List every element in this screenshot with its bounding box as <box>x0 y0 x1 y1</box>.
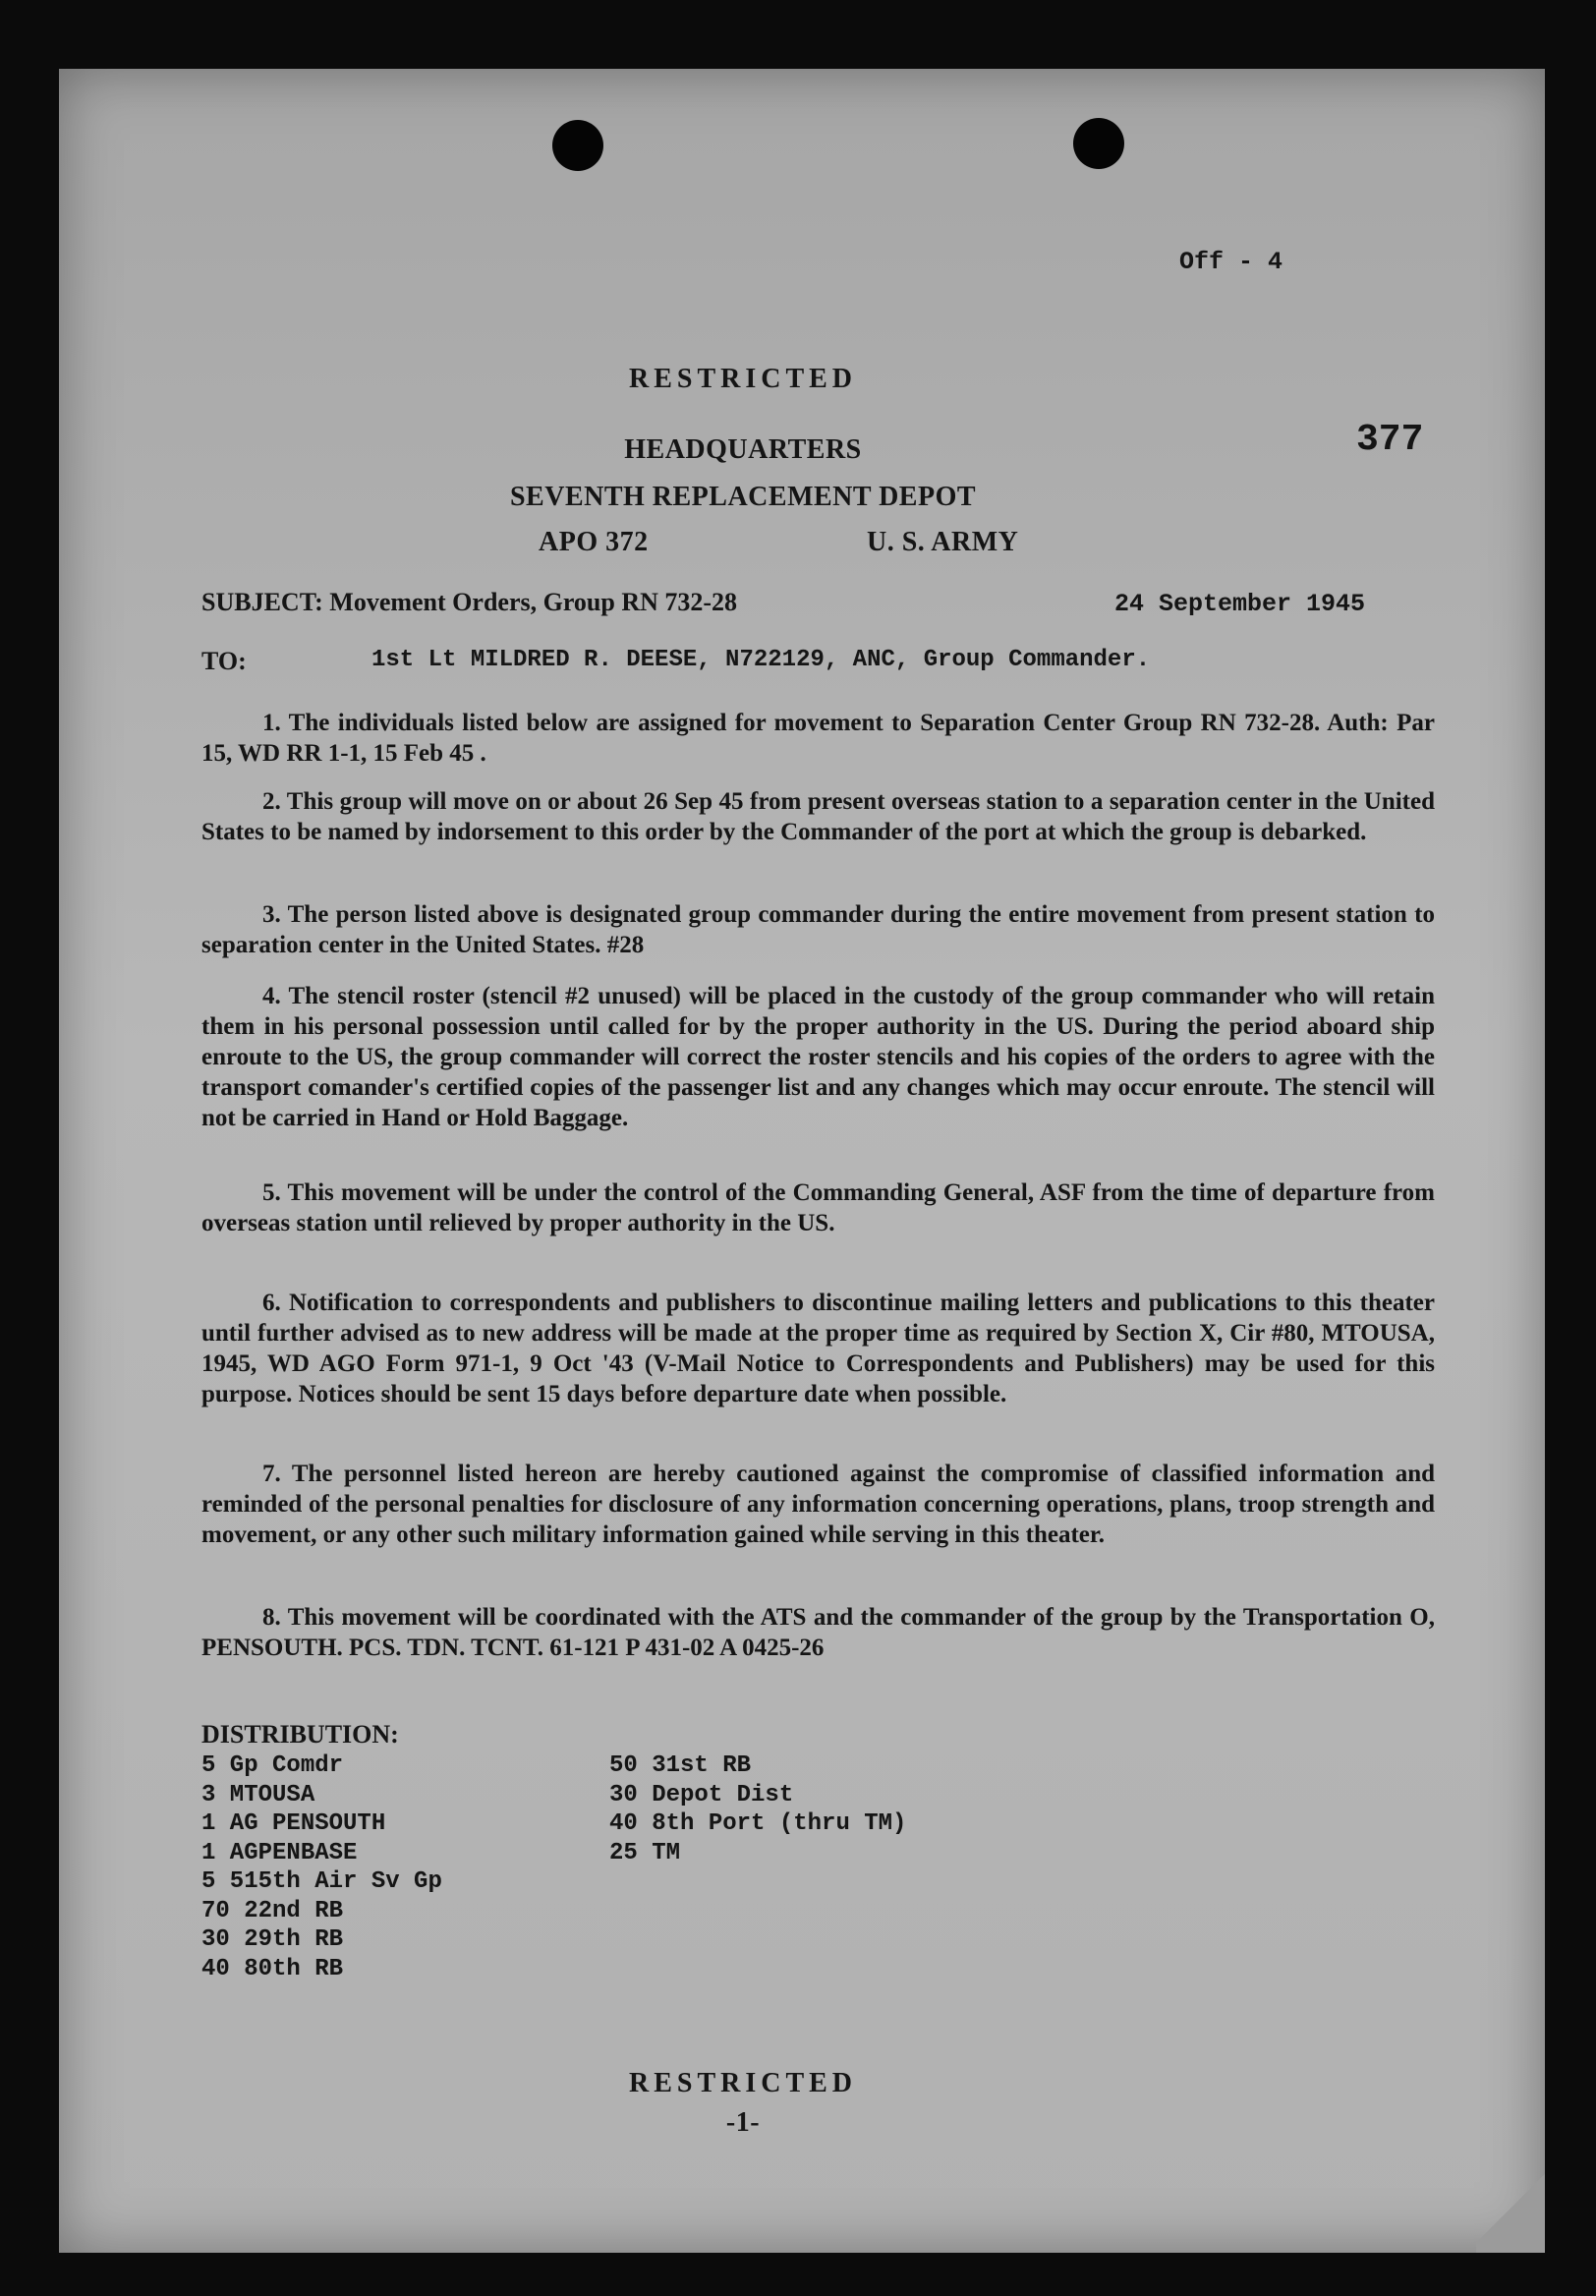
distribution-column-1 <box>201 1751 442 1983</box>
paragraph-4: 4. The stencil roster (stencil #2 unused) will be placed in the custody of the group commander who will retain them in his personal possession until called for by the proper authority in the US. During the period aboard ship enroute to the US, the group commander will correct the roster stencils and his copies of the orders to agree with the transport comander's certified copies of the passenger list and any changes which may occur enroute. The stencil will not be carried in Hand or Hold Baggage. <box>201 983 1435 1131</box>
distribution-item: 70 22nd RB <box>201 1897 344 1924</box>
org-headquarters: HEADQUARTERS <box>624 434 862 465</box>
distribution-column-2 <box>609 1751 906 1867</box>
distribution-item: 1 AG PENSOUTH <box>201 1810 386 1837</box>
distribution-item: 30 29th RB <box>201 1926 344 1953</box>
page-number: -1- <box>725 2107 761 2138</box>
paragraph-8: 8. This movement will be coordinated with the ATS and the commander of the group by the Transportation O, PENSOUTH. PCS. TDN. TCNT. 61-121 P 431-02 A 0425-26 <box>201 1604 1435 1661</box>
distribution-item: 25 TM <box>609 1839 681 1866</box>
distribution-item: 5 515th Air Sv Gp <box>201 1868 442 1895</box>
document-page <box>59 69 1545 2253</box>
distribution-item: 3 MTOUSA <box>201 1781 315 1808</box>
distribution-item: 30 Depot Dist <box>609 1781 794 1808</box>
to-recipient: 1st Lt MILDRED R. DEESE, N722129, ANC, Group Commander. <box>371 647 1151 673</box>
punch-hole-left <box>552 120 603 171</box>
distribution-label: DISTRIBUTION: <box>201 1720 399 1749</box>
to-label: TO: <box>201 647 247 675</box>
page-stamp-number: 377 <box>1356 419 1424 461</box>
org-depot: SEVENTH REPLACEMENT DEPOT <box>509 482 977 512</box>
paragraph-2: 2. This group will move on or about 26 Sep 45 from present overseas station to a separation center in the United States to be named by indorsement to this order by the Commander of the port at which the group is debarked. <box>201 788 1435 845</box>
distribution-item: 5 Gp Comdr <box>201 1752 344 1779</box>
paragraph-1: 1. The individuals listed below are assigned for movement to Separation Center Group RN 732-28. Auth: Par 15, WD RR 1-1, 15 Feb 45 . <box>201 710 1435 767</box>
apo-number: APO 372 <box>539 527 649 557</box>
office-code: Off - 4 <box>1179 248 1283 276</box>
distribution-item: 40 8th Port (thru TM) <box>609 1810 907 1837</box>
classification-bottom: RESTRICTED <box>628 2068 858 2098</box>
army-label: U. S. ARMY <box>867 527 1019 557</box>
folded-corner <box>1476 2164 1545 2253</box>
classification-top: RESTRICTED <box>628 364 858 394</box>
subject-text: Movement Orders, Group RN 732-28 <box>329 588 738 616</box>
subject-line <box>201 588 737 617</box>
paragraph-5: 5. This movement will be under the control of the Commanding General, ASF from the time of departure from overseas station until relieved by proper authority in the US. <box>201 1179 1435 1236</box>
distribution-item: 50 31st RB <box>609 1752 752 1779</box>
document-date: 24 September 1945 <box>1114 590 1366 618</box>
punch-hole-right <box>1073 118 1124 169</box>
distribution-item: 40 80th RB <box>201 1955 344 1982</box>
paragraph-3: 3. The person listed above is designated group commander during the entire movement from present station to separation center in the United States. #28 <box>201 901 1435 958</box>
distribution-item: 1 AGPENBASE <box>201 1839 358 1866</box>
paragraph-7: 7. The personnel listed hereon are hereby cautioned against the compromise of classified information and reminded of the personal penalties for disclosure of any information concerning operations, plans, troop strength and movement, or any other such military information gained while serving in this theater. <box>201 1461 1435 1548</box>
subject-label: SUBJECT: <box>201 588 323 616</box>
paragraph-6: 6. Notification to correspondents and publishers to discontinue mailing letters and publications to this theater until further advised as to new address will be made at the proper time as required by Section X, Cir #80, MTOUSA, 1945, WD AGO Form 971-1, 9 Oct '43 (V-Mail Notice to Correspondents and Publishers) may be used for this purpose. Notices should be sent 15 days before departure date when possible. <box>201 1290 1435 1407</box>
